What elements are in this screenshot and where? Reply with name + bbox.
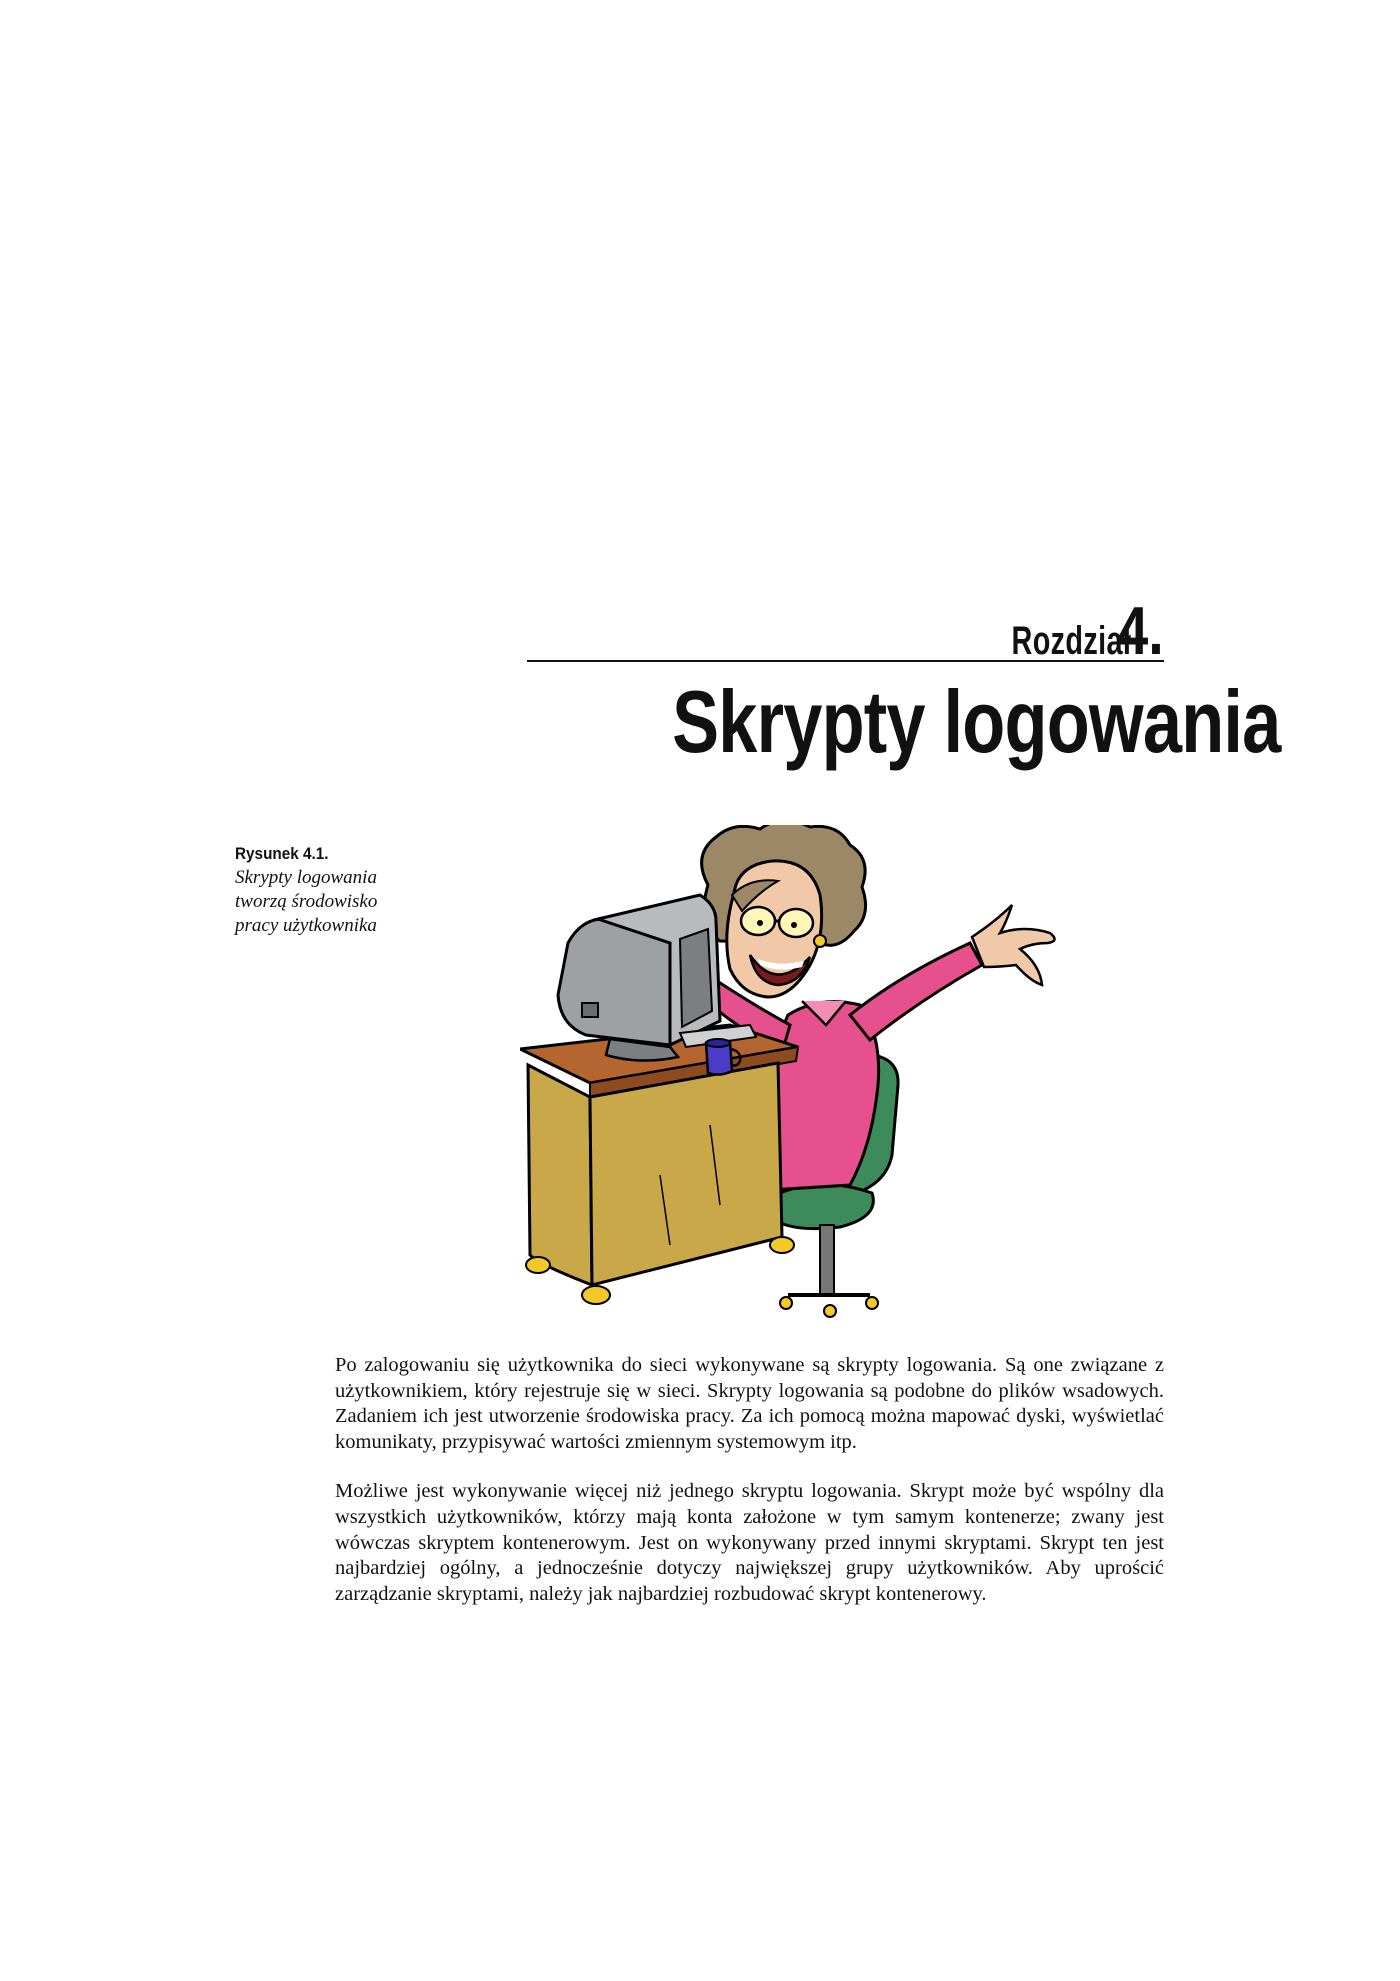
figure-caption [235, 842, 435, 938]
chapter-word: Rozdział [1011, 619, 1131, 663]
caption-line: Skrypty logowania [235, 867, 377, 888]
caption-line: tworzą środowisko [235, 891, 378, 912]
chapter-title-text: Skrypty logowania [672, 672, 1281, 771]
chapter-label [760, 592, 1164, 670]
figure-illustration [520, 825, 1080, 1335]
woman-head [702, 825, 866, 997]
paragraph: Po zalogowaniu się użytkownika do sieci wykonywane są skrypty logowania. Są one związane z użytkownikiem, który rejestruje się w sieci. Skrypty logowania są podobne do plików wsadowych. Zadaniem ich jest utworzenie środowiska pracy. Za ich pomocą można mapować dyski, wyświetlać komunikaty, przypisywać wartości zmiennym systemowym itp. [335, 1354, 1164, 1453]
chapter-number: 4. [1117, 593, 1164, 669]
caption-line: pracy użytkownika [235, 915, 377, 936]
woman-at-computer-illustration [520, 825, 1080, 1335]
chapter-title [520, 672, 1281, 772]
body-text [335, 1353, 1164, 1631]
paragraph: Możliwe jest wykonywanie więcej niż jednego skryptu logowania. Skrypt może być wspólny dla wszystkich użytkowników, którzy mają konta założone w tym samym kontenerze; zwany jest wówczas skryptem kontenerowym. Jest on wykonywany przed innymi skryptami. Skrypt ten jest najbardziej ogólny, a jednocześnie dotyczy największej grupy użytkowników. Aby uprościć zarządzanie skryptami, należy jak najbardziej rozbudować skrypt kontenerowy. [335, 1480, 1164, 1605]
title-rule [527, 660, 1164, 662]
desk [520, 1025, 798, 1304]
figure-label: Rysunek 4.1. [235, 844, 329, 863]
